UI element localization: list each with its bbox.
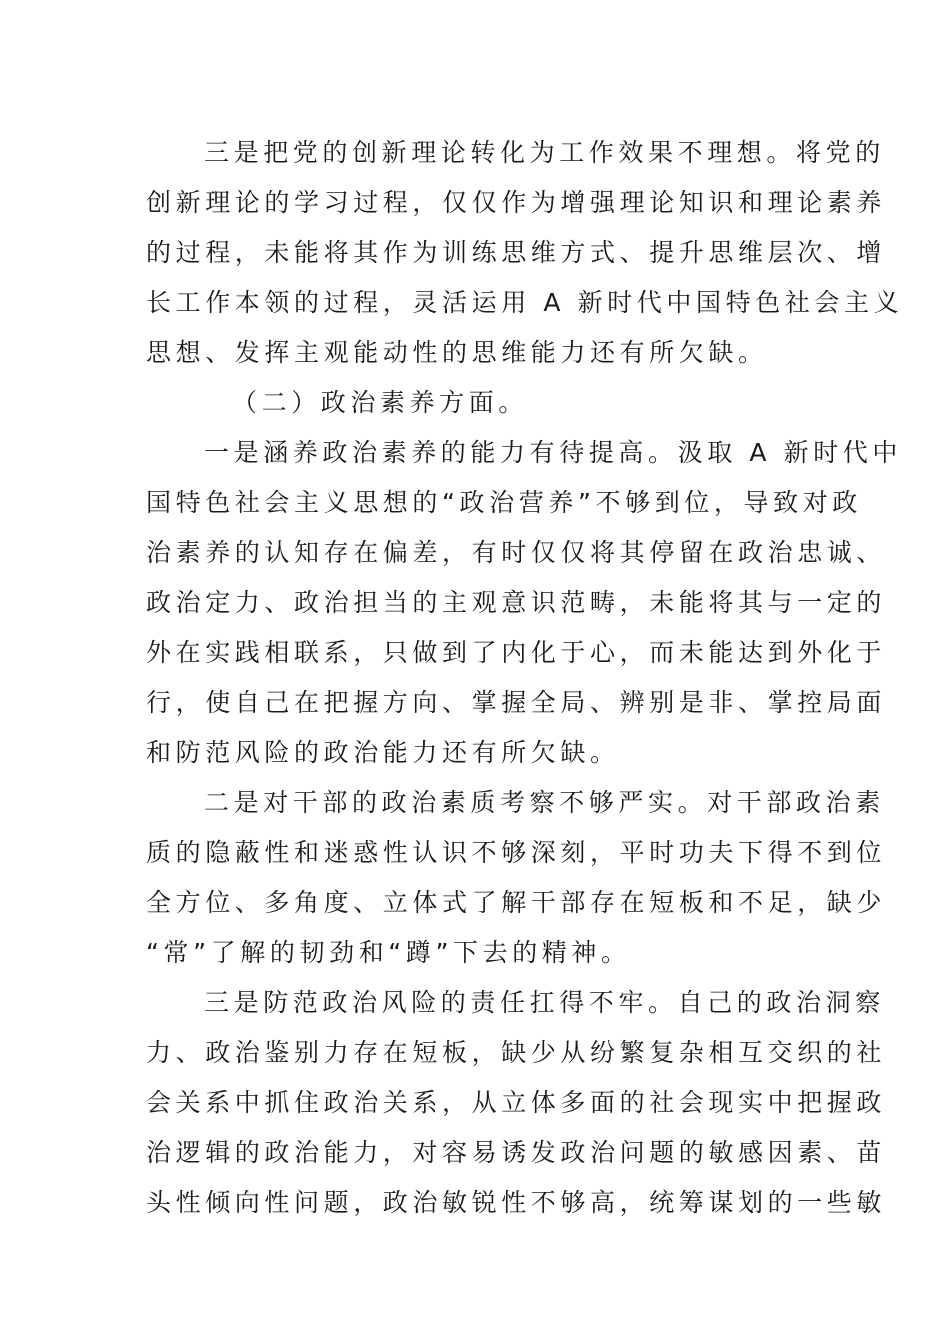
section-heading: （二）政治素养方面。 [232, 388, 529, 417]
paragraph-line: 的过程，未能将其作为训练思维方式、提升思维层次、增 [146, 238, 887, 267]
document-body [146, 128, 904, 1228]
paragraph-line: 长工作本领的过程，灵活运用 A 新时代中国特色社会主义 [146, 288, 904, 317]
paragraph-line: 三是把党的创新理论转化为工作效果不理想。将党的 [204, 138, 885, 167]
paragraph-line: 力、政治鉴别力存在短板，缺少从纷繁复杂相互交织的社 [146, 1038, 887, 1067]
paragraph-line: 治逻辑的政治能力，对容易诱发政治问题的敏感因素、苗 [146, 1138, 887, 1167]
paragraph-line: 治素养的认知存在偏差，有时仅仅将其停留在政治忠诚、 [146, 538, 887, 567]
paragraph-line: 和防范风险的政治能力还有所欠缺。 [146, 738, 620, 767]
paragraph-line: 二是对干部的政治素质考察不够严实。对干部政治素 [204, 788, 885, 817]
paragraph-line: 政治定力、政治担当的主观意识范畴，未能将其与一定的 [146, 588, 887, 617]
paragraph-line: 三是防范政治风险的责任扛得不牢。自己的政治洞察 [204, 988, 885, 1017]
paragraph-line: “常”了解的韧劲和“蹲”下去的精神。 [146, 938, 631, 967]
paragraph-line: 行，使自己在把握方向、掌握全局、辨别是非、掌控局面 [146, 688, 887, 717]
paragraph-line: 全方位、多角度、立体式了解干部存在短板和不足，缺少 [146, 888, 887, 917]
paragraph-line: 国特色社会主义思想的“政治营养”不够到位，导致对政 [146, 488, 862, 517]
paragraph-line: 外在实践相联系，只做到了内化于心，而未能达到外化于 [146, 638, 887, 667]
paragraph-line: 思想、发挥主观能动性的思维能力还有所欠缺。 [146, 338, 768, 367]
paragraph-line: 质的隐蔽性和迷惑性认识不够深刻，平时功夫下得不到位 [146, 838, 887, 867]
paragraph-line: 头性倾向性问题，政治敏锐性不够高，统筹谋划的一些敏 [146, 1188, 887, 1217]
paragraph-line: 创新理论的学习过程，仅仅作为增强理论知识和理论素养 [146, 188, 887, 217]
paragraph-line: 会关系中抓住政治关系，从立体多面的社会现实中把握政 [146, 1088, 887, 1117]
paragraph-line: 一是涵养政治素养的能力有待提高。汲取 A 新时代中 [204, 438, 902, 467]
